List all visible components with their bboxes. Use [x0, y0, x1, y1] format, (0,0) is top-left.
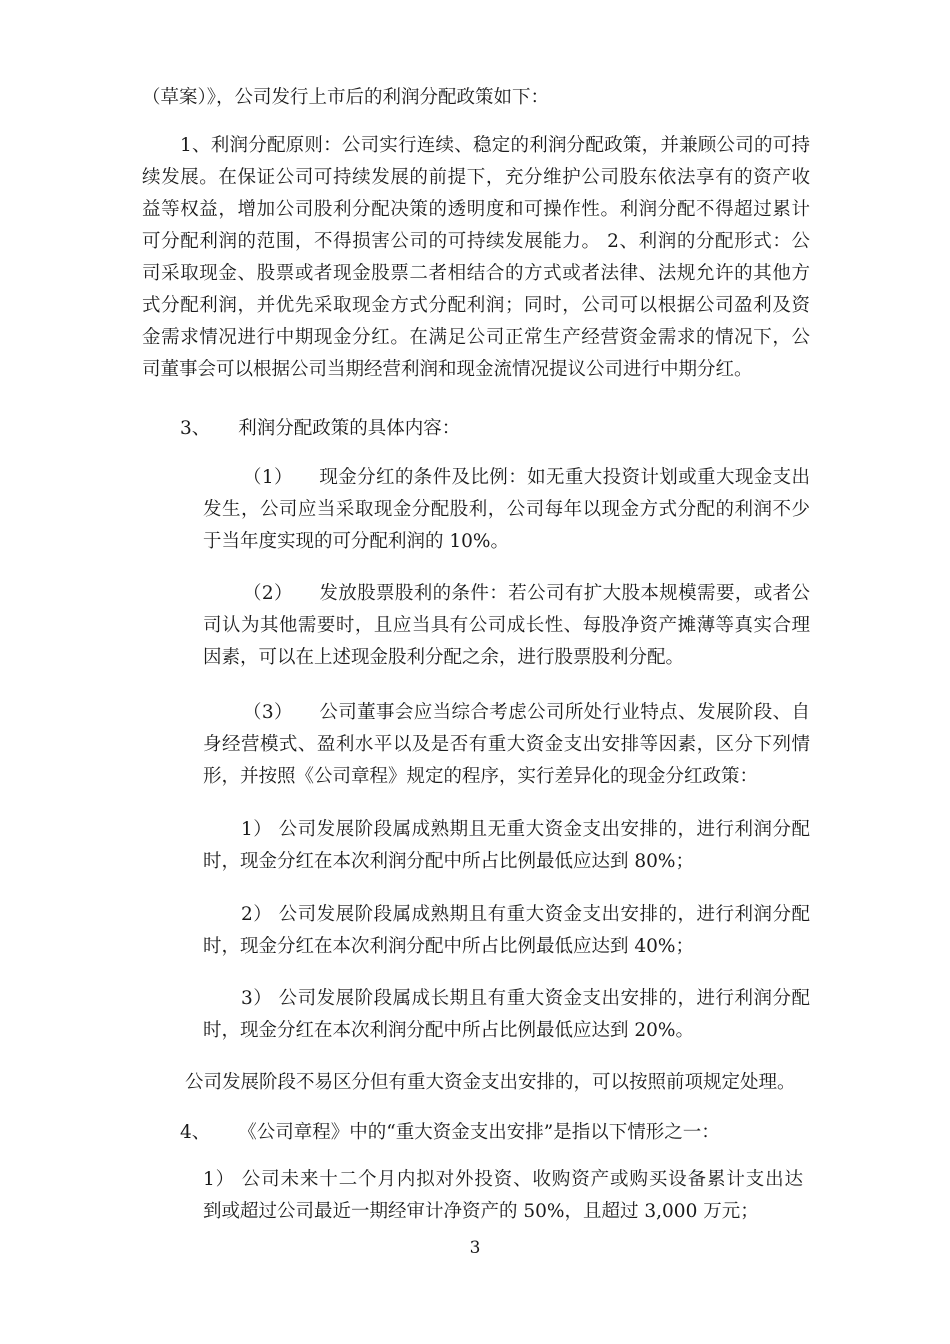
heading-4: [180, 1117, 720, 1149]
text-line: 发生，公司应当采取现金分配股利，公司每年以现金方式分配的利润不少: [203, 499, 810, 520]
sub-item-1: [203, 462, 810, 558]
text-line: 时，现金分红在本次利润分配中所占比例最低应达到 20%。: [203, 1020, 695, 1041]
note-line: [185, 1067, 796, 1099]
text-line: 于当年度实现的可分配利润的 10%。: [203, 531, 510, 552]
sub-item-3: [203, 697, 810, 793]
sub-item-number: （1）: [243, 467, 293, 488]
text-line: （草案）》，公司发行上市后的利润分配政策如下：: [142, 87, 550, 108]
text-line: 公司发展阶段不易区分但有重大资金支出安排的，可以按照前项规定处理。: [185, 1072, 796, 1093]
intro-line: [142, 82, 549, 114]
text-line: 续发展。在保证公司可持续发展的前提下，充分维护公司股东依法享有的资产收: [142, 167, 810, 188]
heading-text: 《公司章程》中的“重大资金支出安排”是指以下情形之一：: [238, 1122, 720, 1143]
page-number: 3: [469, 1238, 481, 1258]
text-line: 司采取现金、股票或者现金股票二者相结合的方式或者法律、法规允许的其他方: [142, 263, 810, 284]
list-item-2: [203, 899, 810, 963]
list-item-j1: [203, 1164, 803, 1228]
list-item-3: [203, 983, 810, 1047]
list-item-1: [203, 814, 810, 878]
text-line: 益等权益，增加公司股利分配决策的透明度和可操作性。利润分配不得超过累计: [142, 199, 810, 220]
text-line: 形，并按照《公司章程》规定的程序，实行差异化的现金分红政策：: [203, 766, 759, 787]
text-line: 金需求情况进行中期现金分红。在满足公司正常生产经营资金需求的情况下，公: [142, 327, 810, 348]
heading-number: 3、: [180, 418, 211, 439]
paragraph-profit-principles: [142, 130, 810, 386]
text-line: 1） 公司发展阶段属成熟期且无重大资金支出安排的，进行利润分配: [241, 819, 810, 840]
text-line: 发放股票股利的条件：若公司有扩大股本规模需要，或者公: [318, 583, 810, 604]
text-line: 3） 公司发展阶段属成长期且有重大资金支出安排的，进行利润分配: [241, 988, 810, 1009]
text-line: 1） 公司未来十二个月内拟对外投资、收购资产或购买设备累计支出达: [203, 1169, 803, 1190]
sub-item-number: （2）: [243, 583, 293, 604]
heading-text: 利润分配政策的具体内容：: [238, 418, 461, 439]
sub-item-2: [203, 578, 810, 674]
sub-item-number: （3）: [243, 702, 293, 723]
text-line: 司认为其他需要时，且应当具有公司成长性、每股净资产摊薄等真实合理: [203, 615, 810, 636]
text-line: 因素，可以在上述现金股利分配之余，进行股票股利分配。: [203, 647, 685, 668]
text-line: 可分配利润的范围，不得损害公司的可持续发展能力。 2、利润的分配形式：公: [142, 231, 810, 252]
heading-number: 4、: [180, 1122, 211, 1143]
text-line: 时，现金分红在本次利润分配中所占比例最低应达到 80%；: [203, 851, 695, 872]
text-line: 公司董事会应当综合考虑公司所处行业特点、发展阶段、自: [318, 702, 810, 723]
text-line: 司董事会可以根据公司当期经营利润和现金流情况提议公司进行中期分红。: [142, 359, 753, 380]
text-line: 到或超过公司最近一期经审计净资产的 50%，且超过 3,000 万元；: [203, 1201, 759, 1222]
heading-3: [180, 413, 460, 445]
text-line: 身经营模式、盈利水平以及是否有重大资金支出安排等因素，区分下列情: [203, 734, 810, 755]
text-line: 2） 公司发展阶段属成熟期且有重大资金支出安排的，进行利润分配: [241, 904, 810, 925]
text-line: 时，现金分红在本次利润分配中所占比例最低应达到 40%；: [203, 936, 695, 957]
text-line: 现金分红的条件及比例：如无重大投资计划或重大现金支出: [318, 467, 810, 488]
text-line: 1、利润分配原则：公司实行连续、稳定的利润分配政策，并兼顾公司的可持: [180, 135, 810, 156]
text-line: 式分配利润，并优先采取现金方式分配利润；同时，公司可以根据公司盈利及资: [142, 295, 810, 316]
